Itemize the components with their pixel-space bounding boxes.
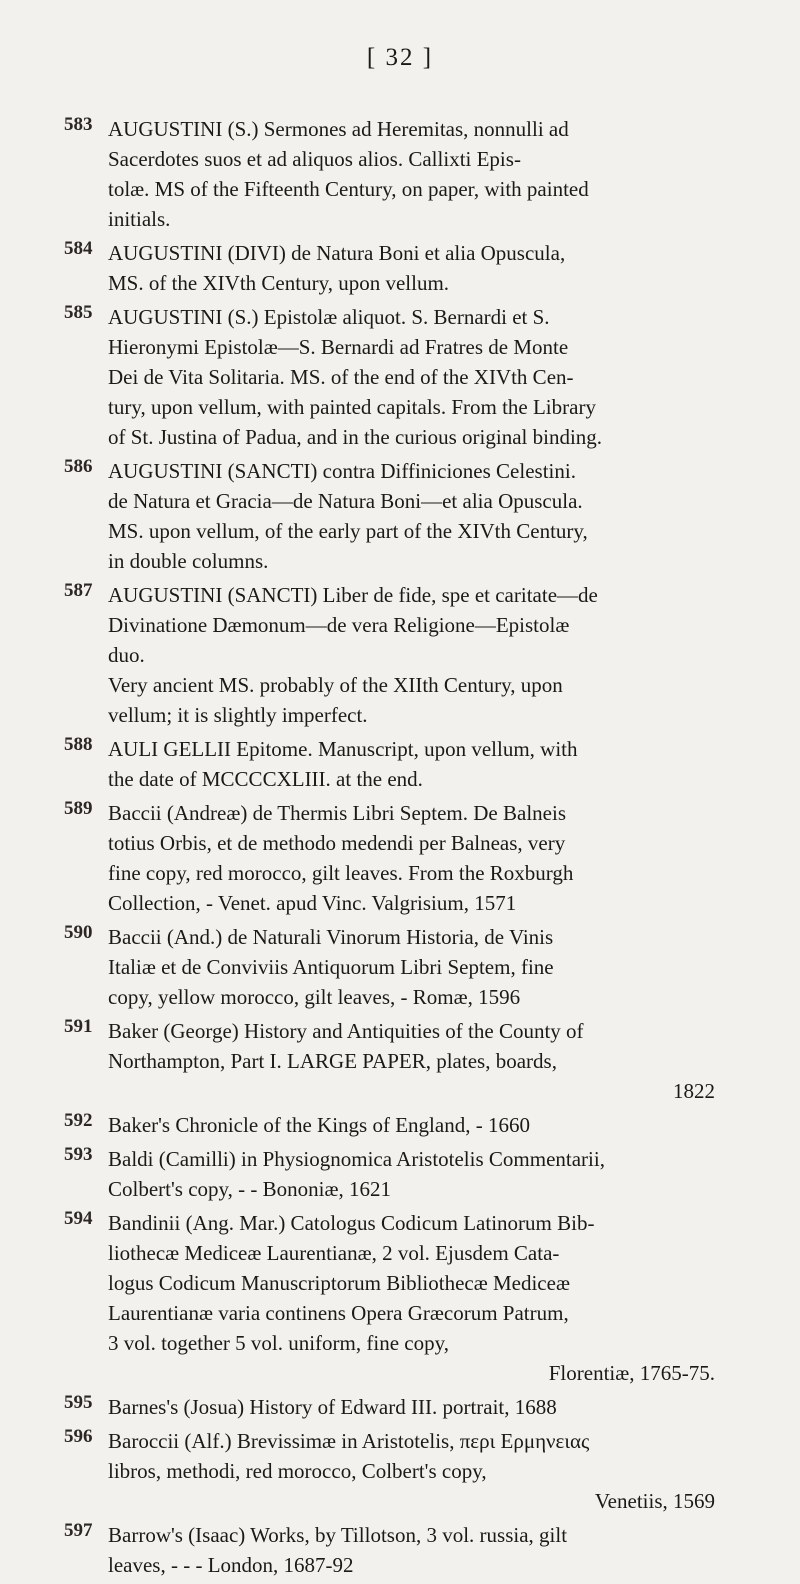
catalogue-entry (64, 580, 715, 730)
entry-line: AUGUSTINI (DIVI) de Natura Boni et alia Opuscula, (108, 241, 566, 265)
entry-line: the date of MCCCCXLIII. at the end. (108, 767, 423, 791)
entry-number: 590 (64, 922, 93, 943)
catalogue-entry (64, 456, 715, 576)
entry-line: Divinatione Dæmonum—de vera Religione—Epistolæ (108, 613, 570, 637)
entry-line: Northampton, Part I. LARGE PAPER, plates, boards, (108, 1049, 557, 1073)
entry-number: 585 (64, 302, 93, 323)
entry-line: Colbert's copy, - - Bononiæ, 1621 (108, 1177, 391, 1201)
catalogue-entry (64, 1110, 715, 1140)
entry-line: Laurentianæ varia continens Opera Græcorum Patrum, (108, 1301, 569, 1325)
catalogue-entry (64, 302, 715, 452)
entry-line: AUGUSTINI (S.) Sermones ad Heremitas, nonnulli ad (108, 117, 569, 141)
entry-line: totius Orbis, et de methodo medendi per Balneas, very (108, 831, 566, 855)
entry-line: initials. (108, 207, 171, 231)
catalogue-entry (64, 734, 715, 794)
entry-line: Baker's Chronicle of the Kings of England, - 1660 (108, 1113, 530, 1137)
entry-number: 596 (64, 1426, 93, 1447)
entry-number: 584 (64, 238, 93, 259)
entry-line: leaves, - - - London, 1687-92 (108, 1553, 354, 1577)
entry-line: 1822 (673, 1079, 715, 1103)
entry-line: AUGUSTINI (SANCTI) Liber de fide, spe et caritate—de (108, 583, 598, 607)
entry-number: 587 (64, 580, 93, 601)
entry-line: Bandinii (Ang. Mar.) Catologus Codicum Latinorum Bib- (108, 1211, 595, 1235)
entry-number: 586 (64, 456, 93, 477)
entry-line: Baroccii (Alf.) Brevissimæ in Aristotelis, περι Ερμηνειας (108, 1429, 590, 1453)
entry-line: Hieronymi Epistolæ—S. Bernardi ad Fratres de Monte (108, 335, 569, 359)
entry-line: Barrow's (Isaac) Works, by Tillotson, 3 vol. russia, gilt (108, 1523, 568, 1547)
entry-number: 589 (64, 798, 93, 819)
entry-number: 595 (64, 1392, 93, 1413)
entry-line: Florentiæ, 1765-75. (548, 1361, 715, 1385)
entry-line: liothecæ Mediceæ Laurentianæ, 2 vol. Ejusdem Cata- (108, 1241, 560, 1265)
entry-number: 583 (64, 114, 93, 135)
catalogue-entry (64, 1144, 715, 1204)
entry-line: Venetiis, 1569 (594, 1489, 715, 1513)
entry-line: tolæ. MS of the Fifteenth Century, on paper, with painted (108, 177, 589, 201)
entry-number: 594 (64, 1208, 93, 1229)
catalogue-entry (64, 798, 715, 918)
entry-line: logus Codicum Manuscriptorum Bibliothecæ Mediceæ (108, 1271, 570, 1295)
entry-number: 591 (64, 1016, 93, 1037)
entry-list (64, 114, 715, 1584)
catalogue-entry (64, 238, 715, 298)
catalogue-entry (64, 1016, 715, 1106)
page-number: [ 32 ] (366, 44, 434, 71)
entry-line: Baccii (Andreæ) de Thermis Libri Septem. De Balneis (108, 801, 566, 825)
catalogue-entry (64, 1520, 715, 1580)
entry-line: Sacerdotes suos et ad aliquos alios. Callixti Epis- (108, 147, 521, 171)
entry-number: 588 (64, 734, 93, 755)
entry-line: AUGUSTINI (S.) Epistolæ aliquot. S. Bernardi et S. (108, 305, 550, 329)
entry-number: 593 (64, 1144, 93, 1165)
entry-line: AUGUSTINI (SANCTI) contra Diffiniciones Celestini. (108, 459, 576, 483)
catalogue-entry (64, 922, 715, 1012)
entry-number: 592 (64, 1110, 93, 1131)
entry-line: in double columns. (108, 549, 269, 573)
entry-line: vellum; it is slightly imperfect. (108, 703, 368, 727)
entry-line: tury, upon vellum, with painted capitals. From the Library (108, 395, 596, 419)
entry-line: Dei de Vita Solitaria. MS. of the end of the XIVth Cen- (108, 365, 574, 389)
entry-line: 3 vol. together 5 vol. uniform, fine copy, (108, 1331, 449, 1355)
entry-line: libros, methodi, red morocco, Colbert's copy, (108, 1459, 487, 1483)
entry-line: fine copy, red morocco, gilt leaves. From the Roxburgh (108, 861, 574, 885)
entry-line: Baldi (Camilli) in Physiognomica Aristotelis Commentarii, (108, 1147, 605, 1171)
entry-line: Baccii (And.) de Naturali Vinorum Historia, de Vinis (108, 925, 554, 949)
entry-line: duo. (108, 643, 145, 667)
catalogue-entry (64, 1208, 715, 1388)
catalogue-entry (64, 1426, 715, 1516)
entry-line: Italiæ et de Conviviis Antiquorum Libri Septem, fine (108, 955, 554, 979)
entry-number: 597 (64, 1520, 93, 1541)
entry-line: of St. Justina of Padua, and in the curious original binding. (108, 425, 603, 449)
entry-line: AULI GELLII Epitome. Manuscript, upon vellum, with (108, 737, 578, 761)
entry-line: Very ancient MS. probably of the XIIth Century, upon (108, 673, 563, 697)
entry-line: copy, yellow morocco, gilt leaves, - Romæ, 1596 (108, 985, 521, 1009)
entry-line: Baker (George) History and Antiquities of the County of (108, 1019, 584, 1043)
entry-line: MS. of the XIVth Century, upon vellum. (108, 271, 450, 295)
entry-line: Barnes's (Josua) History of Edward III. portrait, 1688 (108, 1395, 557, 1419)
catalogue-entry (64, 114, 715, 234)
entry-line: Collection, - Venet. apud Vinc. Valgrisium, 1571 (108, 891, 517, 915)
entry-line: MS. upon vellum, of the early part of the XIVth Century, (108, 519, 588, 543)
catalogue-entry (64, 1392, 715, 1422)
entry-line: de Natura et Gracia—de Natura Boni—et alia Opuscula. (108, 489, 583, 513)
